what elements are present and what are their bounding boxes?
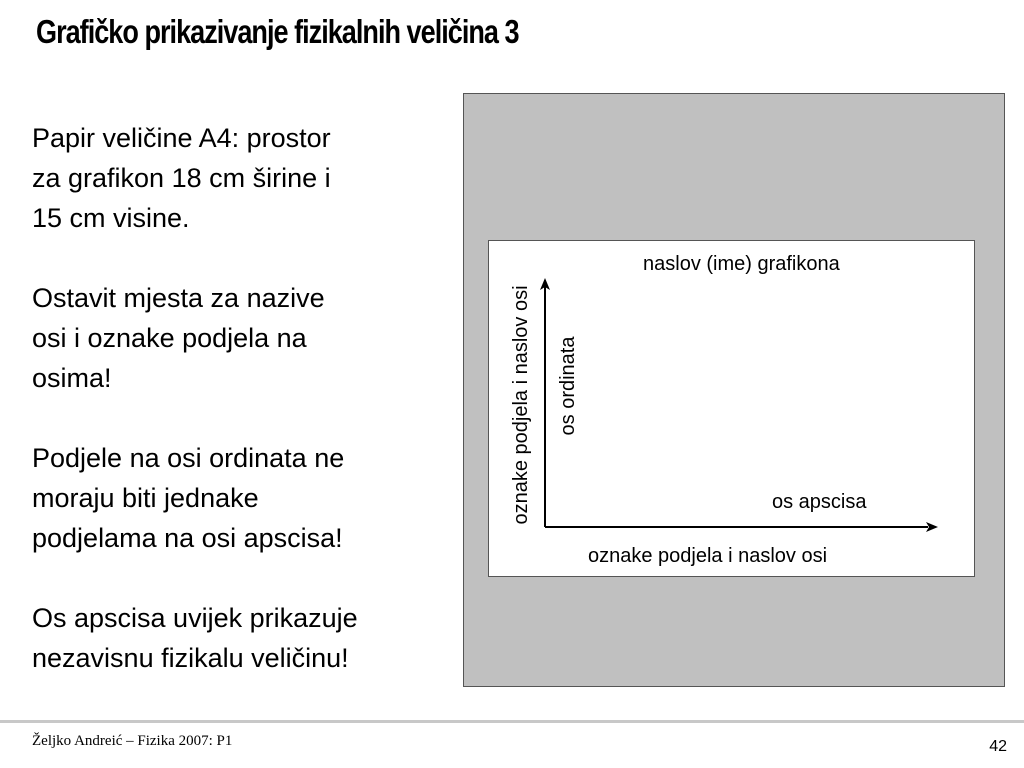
page-number: 42 [989,738,1007,755]
slide-body [32,118,452,718]
paragraph-axis-space: Ostavit mjesta za nazive osi i oznake podjela na osima! [32,283,325,393]
x-axis-ticks-label: oznake podjela i naslov osi [588,545,828,567]
y-axis-name-label: os ordinata [557,336,579,436]
paragraph-ordinate-divisions: Podjele na osi ordinata ne moraju biti jednake podjelama na osi apscisa! [32,443,345,553]
graph-title-label: naslov (ime) grafikona [643,253,840,275]
y-axis-ticks-label: oznake podjela i naslov osi [510,285,532,525]
footer-author: Željko Andreić – Fizika 2007: P1 [32,733,233,749]
footer-divider [0,720,1024,723]
paragraph-abscissa-independent: Os apscisa uvijek prikazuje nezavisnu fizikalu veličinu! [32,603,358,673]
x-axis-name-label: os apscisa [772,491,867,513]
slide-title: Grafičko prikazivanje fizikalnih veličina 3 [36,13,519,50]
paragraph-paper-size: Papir veličine A4: prostor za grafikon 18 cm širine i 15 cm visine. [32,123,331,233]
